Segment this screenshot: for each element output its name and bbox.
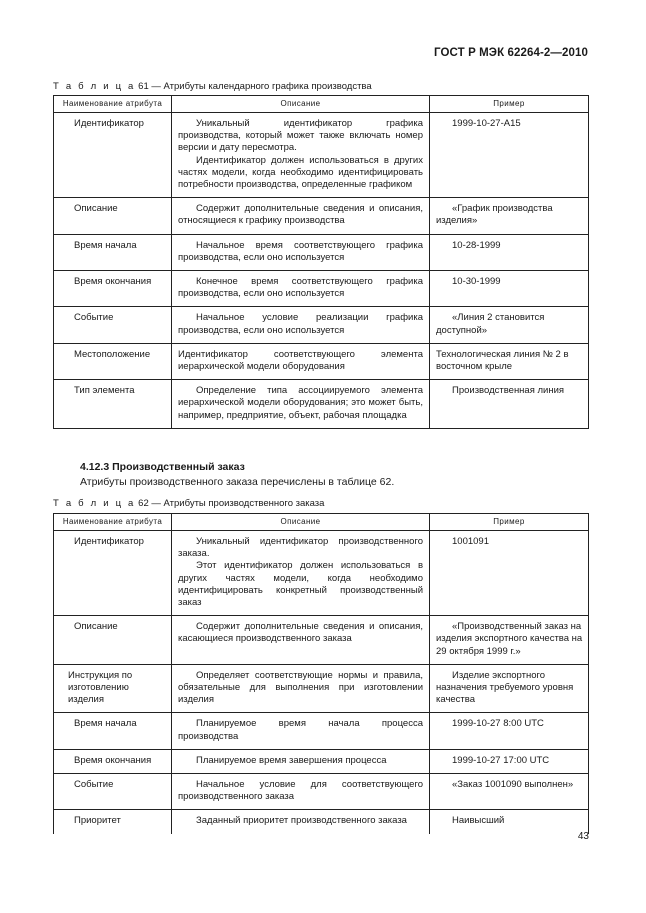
attribute-example: «График производства изделия»: [430, 198, 589, 234]
attribute-example: 10-30-1999: [430, 271, 589, 307]
attribute-example: «Заказ 1001090 выполнен»: [430, 774, 589, 810]
page-number: 43: [577, 831, 589, 842]
caption-prefix: Т а б л и ц а: [53, 81, 136, 92]
header-description: Описание: [172, 514, 430, 531]
attribute-name: Время окончания: [54, 271, 172, 307]
attribute-description: Уникальный идентификатор производственного заказа. Этот идентификатор должен использоваться в других частях модели, когда необходимо идентифицировать конкретный производственный заказ: [172, 531, 430, 616]
attribute-description: Начальное условие для соответствующего производственного заказа: [172, 774, 430, 810]
table-row: [54, 664, 589, 713]
table-row: [54, 271, 589, 307]
attribute-description: Конечное время соответствующего графика производства, если оно используется: [172, 271, 430, 307]
table-row: [54, 616, 589, 665]
header-example: Пример: [430, 96, 589, 113]
table-62: [53, 513, 589, 834]
document-code: ГОСТ Р МЭК 62264-2—2010: [434, 47, 588, 59]
attribute-name: Идентификатор: [54, 113, 172, 198]
attribute-description: Планируемое время начала процесса производства: [172, 713, 430, 749]
table-row: [54, 234, 589, 270]
table-row: [54, 113, 589, 198]
attribute-example: Технологическая линия № 2 в восточном крыле: [430, 343, 589, 379]
table-row: [54, 198, 589, 234]
attribute-name: Идентификатор: [54, 531, 172, 616]
table-header-row: [54, 514, 589, 531]
attribute-description: Начальное условие реализации графика производства, если оно используется: [172, 307, 430, 343]
section-text: Атрибуты производственного заказа перечислены в таблице 62.: [80, 476, 395, 488]
attribute-example: Наивысший: [430, 810, 589, 834]
attribute-description: Начальное время соответствующего графика производства, если оно используется: [172, 234, 430, 270]
attribute-example: «Производственный заказ на изделия экспортного качества на 29 октября 1999 г.»: [430, 616, 589, 665]
attribute-description: Определение типа ассоциируемого элемента иерархической модели оборудования; это может быть, например, предприятие, объект, рабочая площадка: [172, 380, 430, 429]
caption-prefix: Т а б л и ц а: [53, 498, 136, 509]
attribute-description: Идентификатор соответствующего элемента иерархической модели оборудования: [172, 343, 430, 379]
table-61-caption: [53, 81, 372, 92]
attribute-name: Местоположение: [54, 343, 172, 379]
attribute-name: Описание: [54, 198, 172, 234]
attribute-description: Уникальный идентификатор графика производства, который может также включать номер версии и дату пересмотра. Идентификатор должен использоваться в других частях модели, когда необходимо идентифицировать потребности производства, определенные графиком: [172, 113, 430, 198]
table-row: [54, 531, 589, 616]
table-row: [54, 810, 589, 834]
table-row: [54, 307, 589, 343]
table-row: [54, 343, 589, 379]
header-example: Пример: [430, 514, 589, 531]
header-attribute-name: Наименование атрибута: [54, 514, 172, 531]
attribute-name: Тип элемента: [54, 380, 172, 429]
attribute-example: Изделие экспортного назначения требуемого уровня качества: [430, 664, 589, 713]
attribute-example: «Линия 2 становится доступной»: [430, 307, 589, 343]
attribute-description: Содержит дополнительные сведения и описания, относящиеся к графику производства: [172, 198, 430, 234]
attribute-name: Время окончания: [54, 749, 172, 773]
attribute-description: Планируемое время завершения процесса: [172, 749, 430, 773]
table-header-row: [54, 96, 589, 113]
table-row: [54, 749, 589, 773]
caption-text: 62 — Атрибуты производственного заказа: [135, 498, 325, 509]
table-row: [54, 380, 589, 429]
attribute-description: Содержит дополнительные сведения и описания, касающиеся производственного заказа: [172, 616, 430, 665]
attribute-name: Описание: [54, 616, 172, 665]
table-62-caption: [53, 498, 324, 509]
attribute-description: Определяет соответствующие нормы и правила, обязательные для выполнения при изготовлении изделия: [172, 664, 430, 713]
attribute-name: Приоритет: [54, 810, 172, 834]
attribute-name: Время начала: [54, 234, 172, 270]
attribute-example: Производственная линия: [430, 380, 589, 429]
attribute-name: Инструкция по изготовлению изделия: [54, 664, 172, 713]
header-attribute-name: Наименование атрибута: [54, 96, 172, 113]
attribute-example: 10-28-1999: [430, 234, 589, 270]
attribute-example: 1999-10-27 17:00 UTC: [430, 749, 589, 773]
attribute-example: 1999-10-27 8:00 UTC: [430, 713, 589, 749]
attribute-description: Заданный приоритет производственного заказа: [172, 810, 430, 834]
section-title: 4.12.3 Производственный заказ: [80, 461, 245, 473]
attribute-example: 1999-10-27-А15: [430, 113, 589, 198]
attribute-name: Событие: [54, 307, 172, 343]
table-row: [54, 774, 589, 810]
attribute-name: Время начала: [54, 713, 172, 749]
attribute-example: 1001091: [430, 531, 589, 616]
table-61: [53, 95, 589, 429]
attribute-name: Событие: [54, 774, 172, 810]
table-row: [54, 713, 589, 749]
header-description: Описание: [172, 96, 430, 113]
caption-text: 61 — Атрибуты календарного графика производства: [135, 81, 372, 92]
